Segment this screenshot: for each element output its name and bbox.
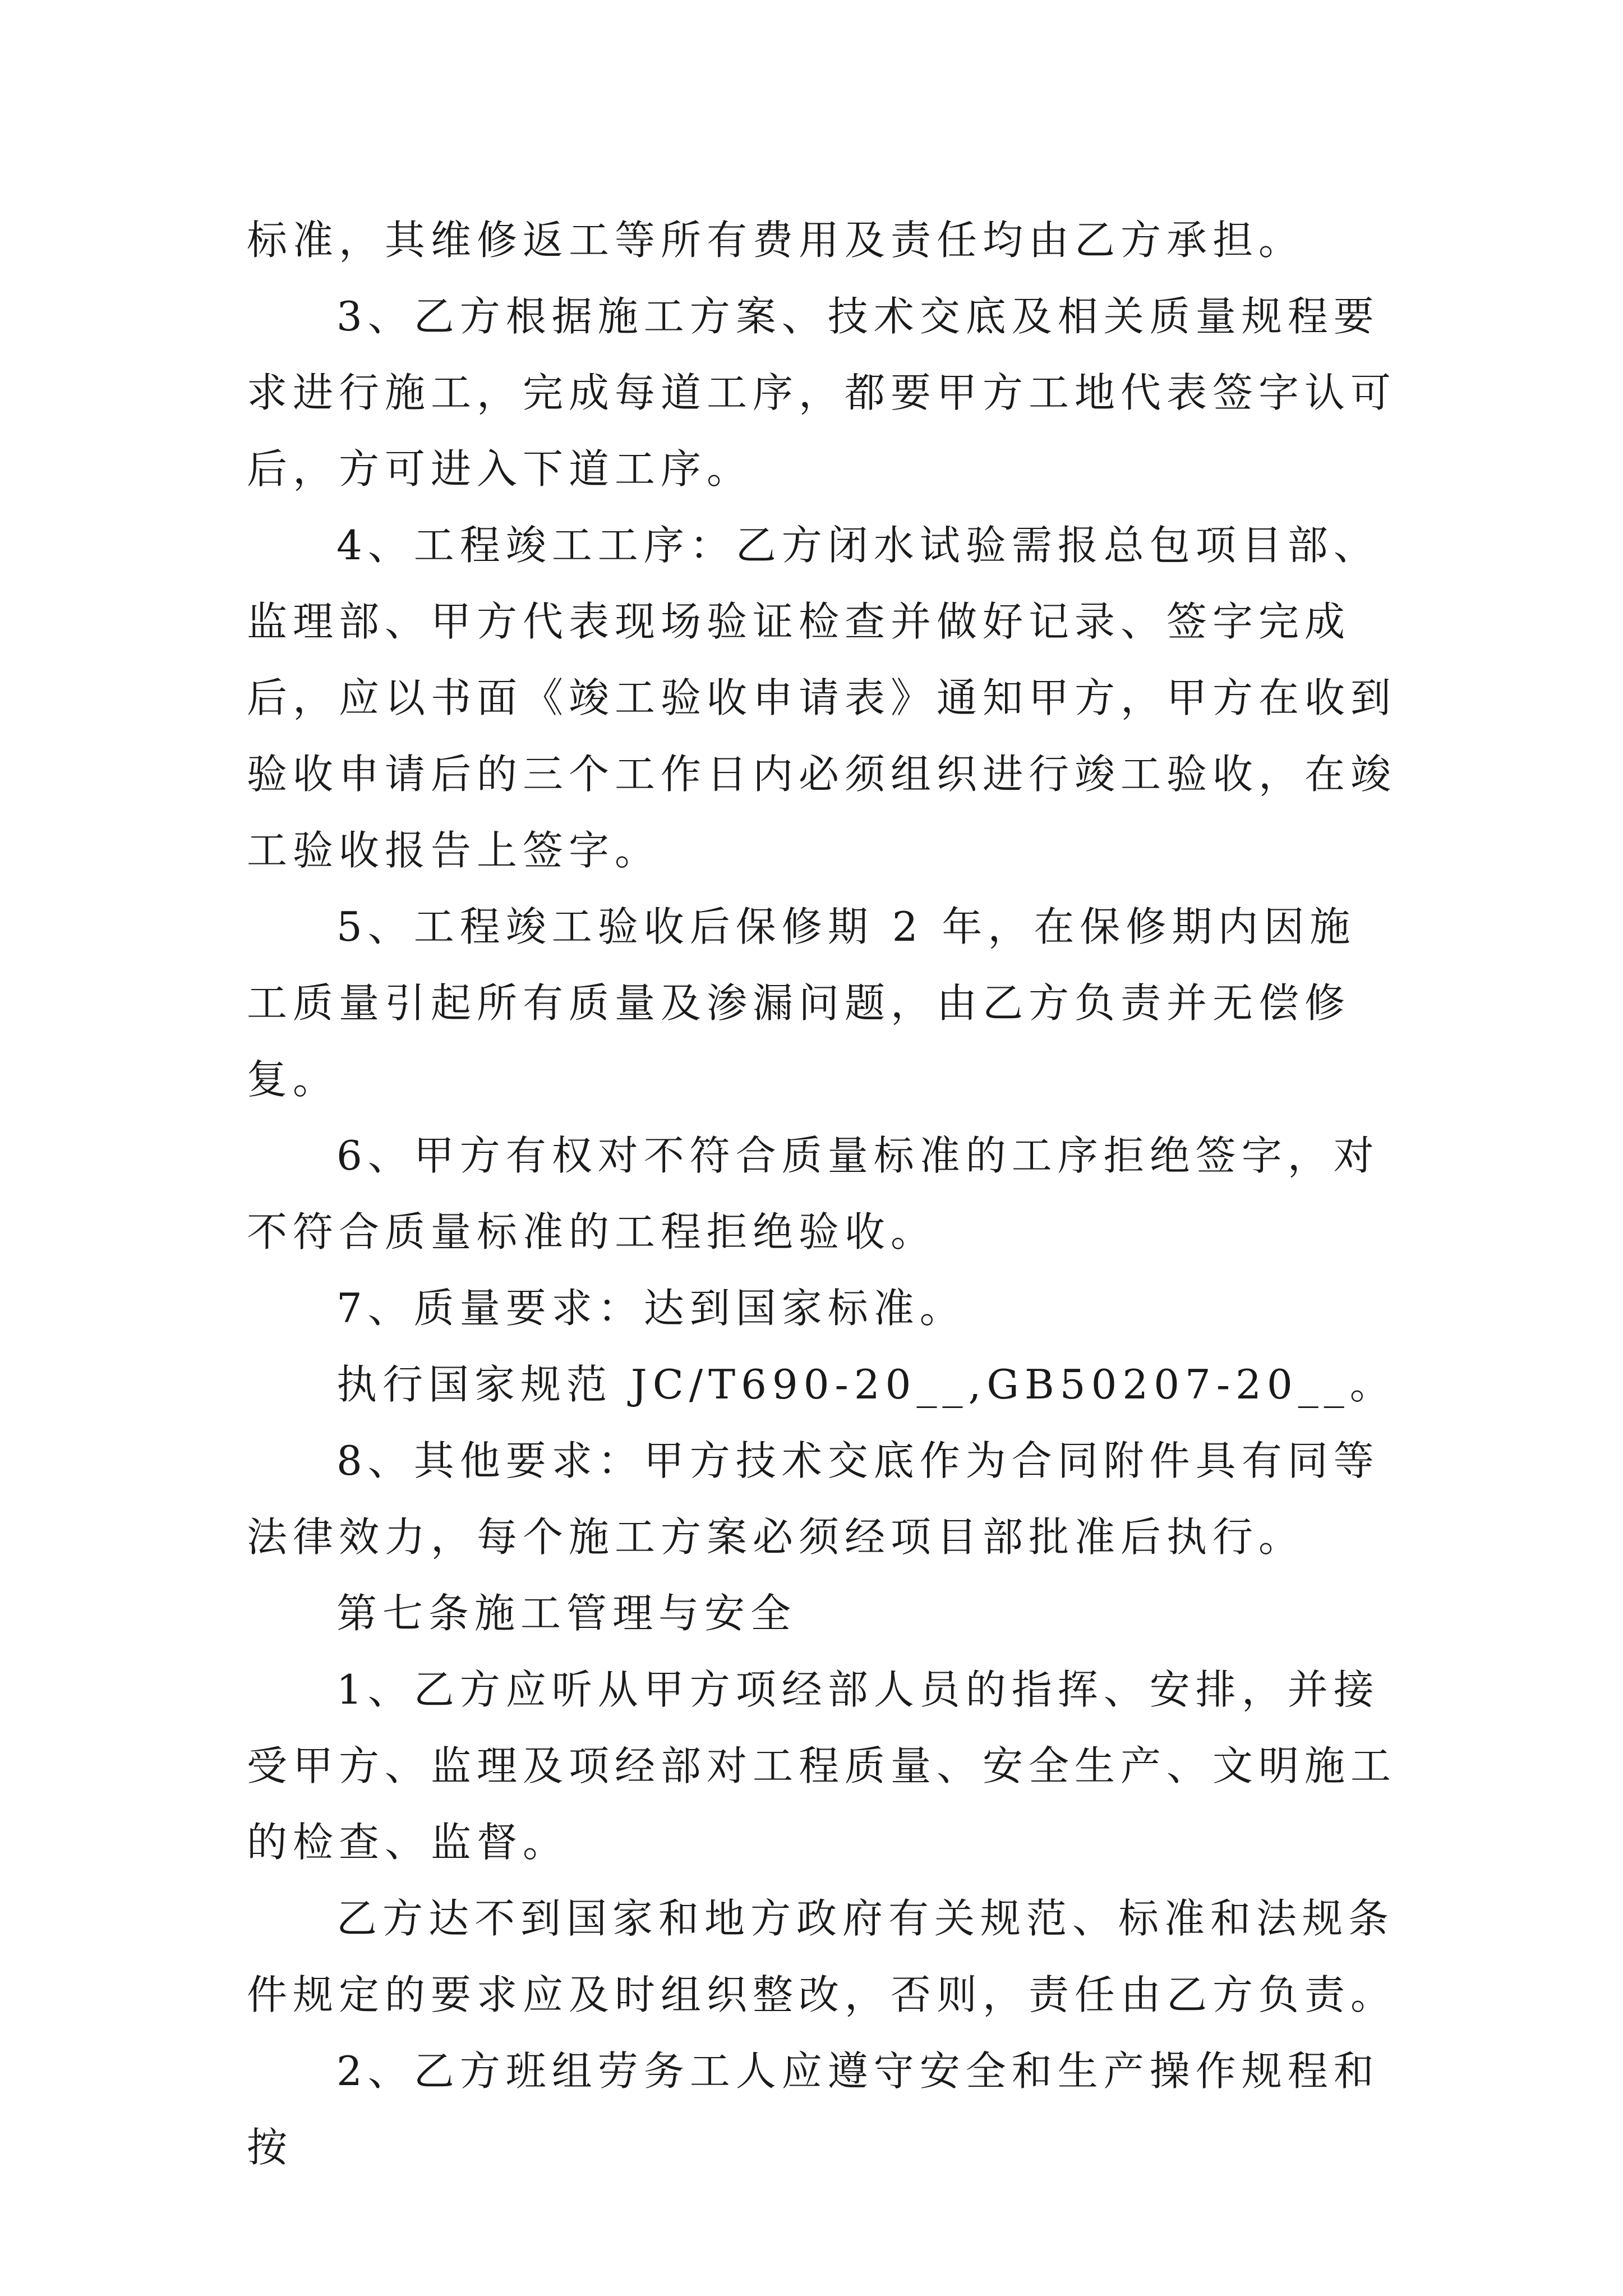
paragraph-clause-6: 6、甲方有权对不符合质量标准的工序拒绝签字，对不符合质量标准的工程拒绝验收。 — [247, 1132, 1380, 1255]
paragraph-clause-8: 8、其他要求：甲方技术交底作为合同附件具有同等法律效力，每个施工方案必须经项目部批准后执行。 — [247, 1437, 1380, 1561]
document-body — [247, 202, 1396, 2185]
paragraph-clause-7: 7、质量要求：达到国家标准。 — [336, 1285, 966, 1332]
paragraph-clause-3: 3、乙方根据施工方案、技术交底及相关质量规程要求进行施工，完成每道工序，都要甲方工地代表签字认可后，方可进入下道工序。 — [247, 293, 1397, 493]
paragraph-mgmt-1-cont: 乙方达不到国家和地方政府有关规范、标准和法规条件规定的要求应及时组织整改，否则，责任由乙方负责。 — [247, 1895, 1397, 2018]
section-heading: 第七条施工管理与安全 — [336, 1590, 797, 1637]
paragraph-continuation: 标准，其维修返工等所有费用及责任均由乙方承担。 — [247, 217, 1305, 264]
paragraph-clause-5: 5、工程竣工验收后保修期 2 年，在保修期内因施工质量引起所有质量及渗漏问题，由乙方负责并无偿修复。 — [247, 903, 1356, 1103]
paragraph-mgmt-2: 2、乙方班组劳务工人应遵守安全和生产操作规程和按 — [247, 2047, 1380, 2171]
paragraph-mgmt-1: 1、乙方应听从甲方项经部人员的指挥、安排，并接受甲方、监理及项经部对工程质量、安全生产、文明施工的检查、监督。 — [247, 1666, 1397, 1866]
paragraph-standards: 执行国家规范 JC/T690-20__,GB50207-20__。 — [336, 1361, 1396, 1408]
paragraph-clause-4: 4、工程竣工工序：乙方闭水试验需报总包项目部、监理部、甲方代表现场验证检查并做好记录、签字完成后，应以书面《竣工验收申请表》通知甲方，甲方在收到验收申请后的三个工作日内必须组织进行竣工验收，在竣工验收报告上签字。 — [247, 522, 1397, 874]
